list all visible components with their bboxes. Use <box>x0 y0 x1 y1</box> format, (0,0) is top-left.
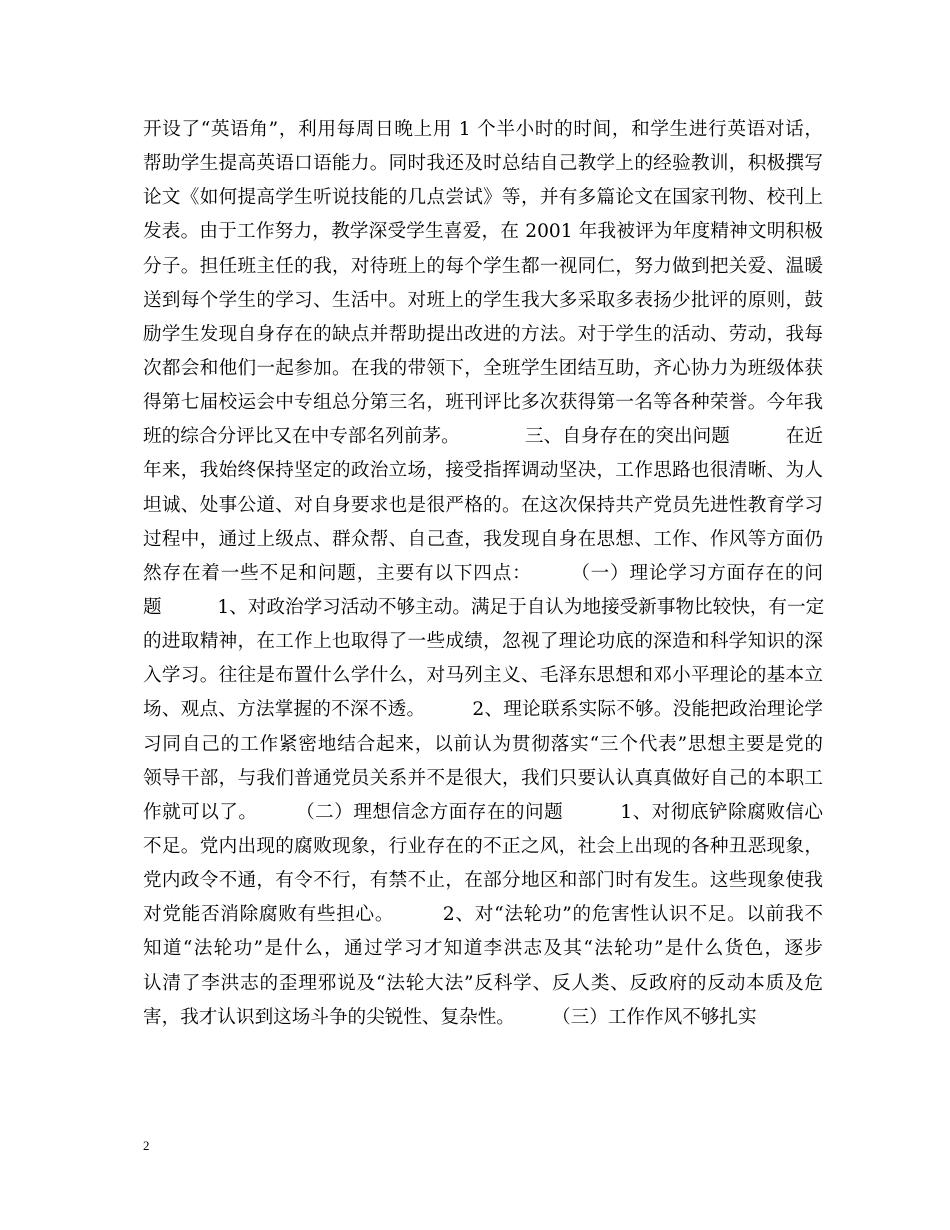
text-line-19: 习同自己的工作紧密地结合起来，以前认为贯彻落实“三个代表”思想主要是党的 <box>143 733 823 755</box>
text-line-2: 帮助学生提高英语口语能力。同时我还及时总结自己教学上的经验教训，积极撰写 <box>143 153 823 175</box>
body-text <box>143 113 823 1035</box>
text-line-12: 坦诚、处事公道、对自身要求也是很严格的。在这次保持共产党员先进性教育学习 <box>143 494 823 516</box>
text-line-6: 送到每个学生的学习、生活中。对班上的学生我大多采取多表扬少批评的原则，鼓 <box>143 289 823 311</box>
text-line-9: 得第七届校运会中专组总分第三名，班刊评比多次获得第一名等各种荣誉。今年我 <box>143 392 823 414</box>
text-line-15: 题 1、对政治学习活动不够主动。满足于自认为地接受新事物比较快，有一定 <box>143 596 825 618</box>
text-line-22: 不足。党内出现的腐败现象，行业存在的不正之风，社会上出现的各种丑恶现象， <box>143 835 823 857</box>
text-line-23: 党内政令不通，有令不行，有禁不止，在部分地区和部门时有发生。这些现象使我 <box>143 870 823 892</box>
text-line-18: 场、观点、方法掌握的不深不透。 2、理论联系实际不够。没能把政治理论学 <box>143 699 823 721</box>
text-line-13: 过程中，通过上级点、群众帮、自己查，我发现自身在思想、工作、作风等方面仍 <box>143 528 823 550</box>
text-line-7: 励学生发现自身存在的缺点并帮助提出改进的方法。对于学生的活动、劳动，我每 <box>143 323 823 345</box>
text-line-24: 对党能否消除腐败有些担心。 2、对“法轮功”的危害性认识不足。以前我不 <box>143 904 823 926</box>
text-line-10: 班的综合分评比又在中专部名列前茅。 三、自身存在的突出问题 在近 <box>143 426 823 448</box>
text-line-20: 领导干部，与我们普通党员关系并不是很大，我们只要认认真真做好自己的本职工 <box>143 767 823 789</box>
text-line-16: 的进取精神，在工作上也取得了一些成绩，忽视了理论功底的深造和科学知识的深 <box>143 631 823 653</box>
text-line-14: 然存在着一些不足和问题，主要有以下四点： （一）理论学习方面存在的问 <box>143 562 823 584</box>
text-line-17: 入学习。往往是布置什么学什么，对马列主义、毛泽东思想和邓小平理论的基本立 <box>143 665 823 687</box>
text-line-1: 开设了“英语角”，利用每周日晚上用 1 个半小时的时间，和学生进行英语对话， <box>143 119 823 140</box>
text-line-8: 次都会和他们一起参加。在我的带领下，全班学生团结互助，齐心协力为班级体获 <box>143 357 823 379</box>
text-line-21: 作就可以了。 （二）理想信念方面存在的问题 1、对彻底铲除腐败信心 <box>143 801 823 823</box>
text-line-5: 分子。担任班主任的我，对待班上的每个学生都一视同仁，努力做到把关爱、温暖 <box>143 255 823 277</box>
text-line-26: 认清了李洪志的歪理邪说及“法轮大法”反科学、反人类、反政府的反动本质及危 <box>143 972 823 994</box>
text-line-27: 害，我才认识到这场斗争的尖锐性、复杂性。 （三）工作作风不够扎实 <box>143 1006 757 1028</box>
text-line-11: 年来，我始终保持坚定的政治立场，接受指挥调动坚决，工作思路也很清晰、为人 <box>143 460 823 482</box>
text-line-25: 知道“法轮功”是什么，通过学习才知道李洪志及其“法轮功”是什么货色，逐步 <box>143 938 823 960</box>
text-line-3: 论文《如何提高学生听说技能的几点尝试》等，并有多篇论文在国家刊物、校刊上 <box>143 187 823 209</box>
page-number: 2 <box>143 1138 150 1153</box>
text-line-4: 发表。由于工作努力，教学深受学生喜爱，在 2001 年我被评为年度精神文明积极 <box>143 221 823 243</box>
